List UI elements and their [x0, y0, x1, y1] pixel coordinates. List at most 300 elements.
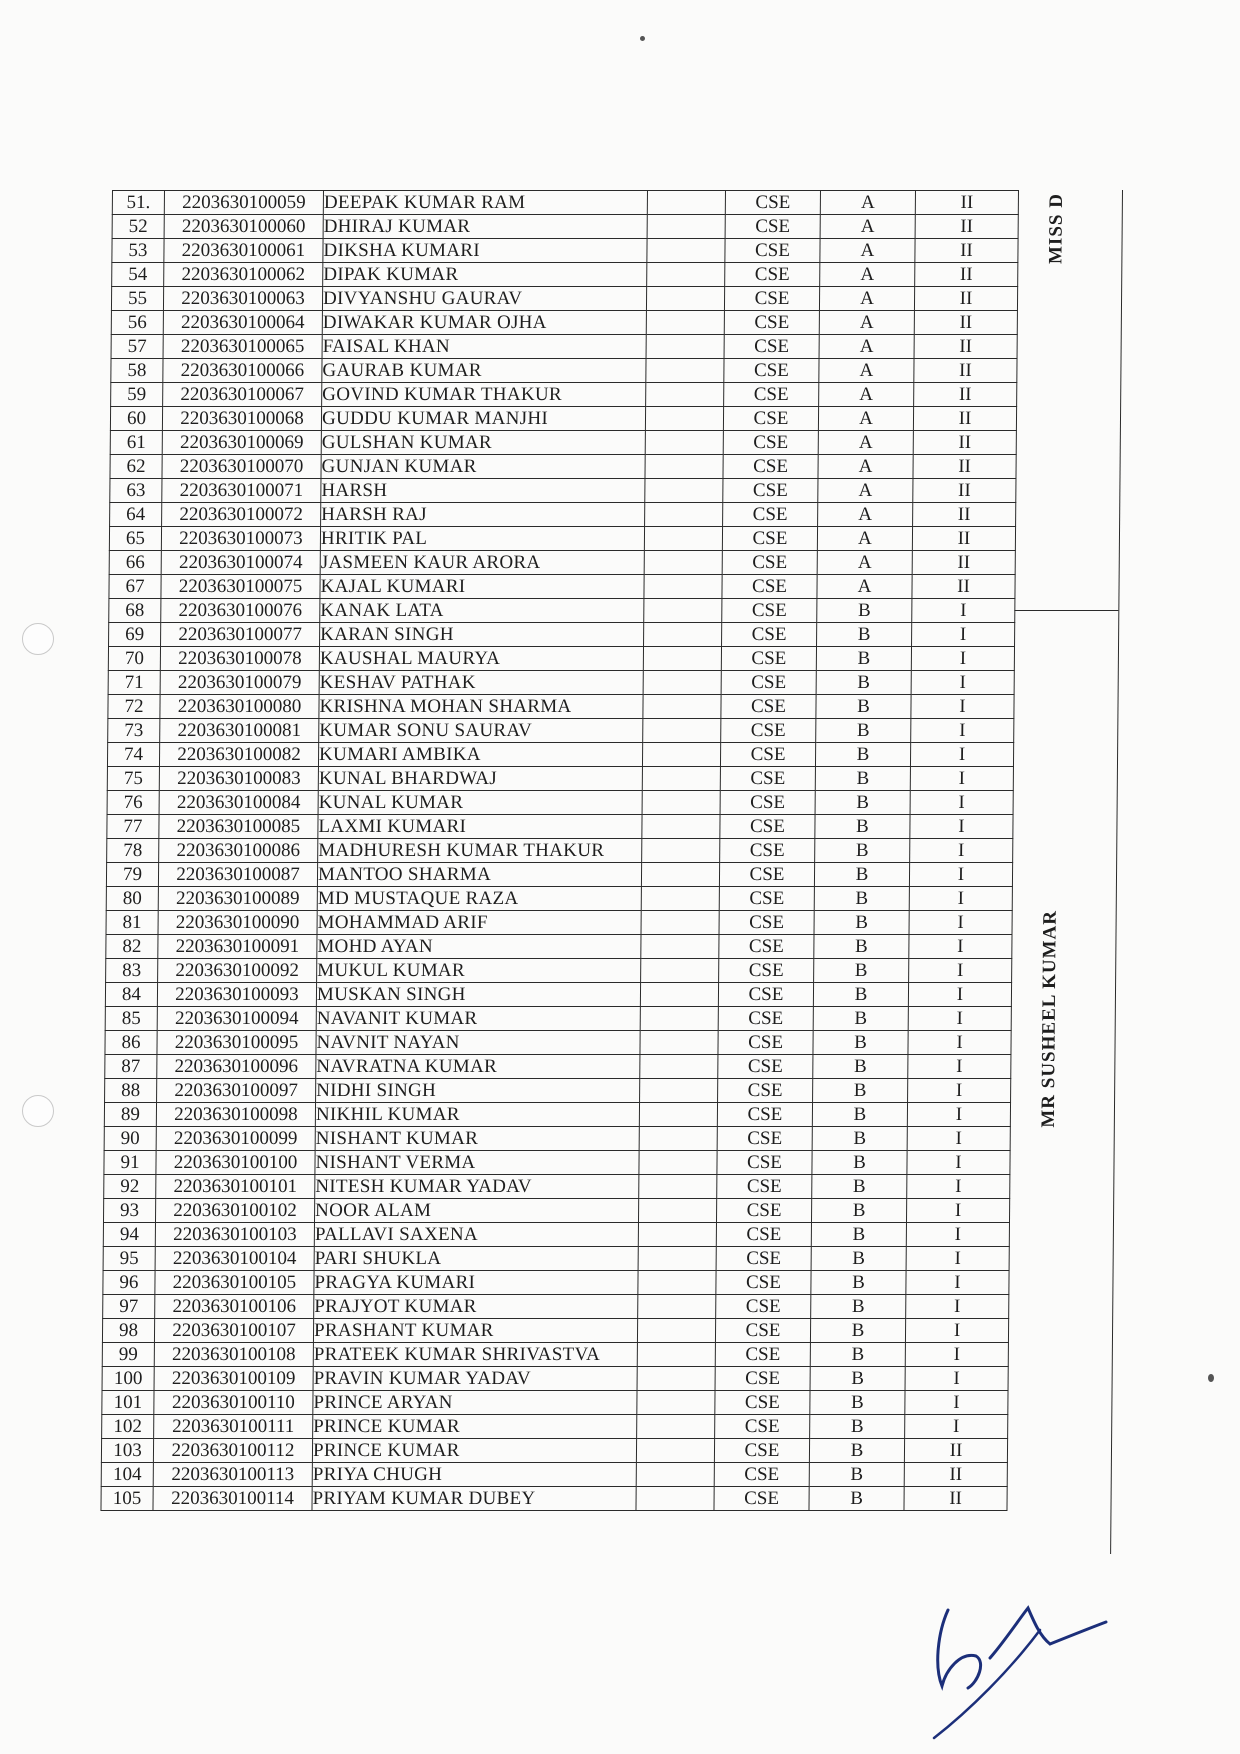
roll-number-cell: 2203630100059 — [164, 191, 323, 215]
group-cell: I — [908, 1007, 1011, 1031]
branch-cell: CSE — [714, 1439, 809, 1463]
group-cell: II — [915, 191, 1018, 215]
branch-cell: CSE — [718, 1079, 813, 1103]
student-name-cell: MUKUL KUMAR — [317, 959, 641, 983]
blank-cell — [645, 407, 723, 431]
group-cell: II — [913, 455, 1016, 479]
branch-cell: CSE — [715, 1367, 810, 1391]
group-cell: II — [913, 431, 1016, 455]
blank-cell — [638, 1247, 716, 1271]
student-name-cell: NAVANIT KUMAR — [316, 1007, 640, 1031]
branch-cell: CSE — [723, 455, 818, 479]
group-cell: I — [906, 1223, 1009, 1247]
roll-number-cell: 2203630100091 — [158, 935, 317, 959]
mentor-name: MISS D — [1045, 193, 1067, 264]
serial-number-cell: 86 — [105, 1031, 157, 1055]
blank-cell — [637, 1367, 715, 1391]
branch-cell: CSE — [720, 815, 815, 839]
blank-cell — [637, 1343, 715, 1367]
blank-cell — [641, 935, 719, 959]
serial-number-cell: 85 — [105, 1007, 157, 1031]
serial-number-cell: 103 — [101, 1439, 153, 1463]
roll-number-cell: 2203630100099 — [156, 1127, 315, 1151]
table-row — [111, 311, 1017, 335]
student-name-cell: DIKSHA KUMARI — [323, 239, 647, 263]
serial-number-cell: 55 — [111, 287, 163, 311]
blank-cell — [643, 671, 721, 695]
mentor-column — [1006, 190, 1123, 1554]
table-row — [106, 959, 1012, 983]
blank-cell — [640, 1079, 718, 1103]
section-cell: B — [811, 1247, 906, 1271]
branch-cell: CSE — [721, 647, 816, 671]
branch-cell: CSE — [723, 407, 818, 431]
scan-speck — [1208, 1374, 1214, 1382]
student-name-cell: PARI SHUKLA — [314, 1247, 638, 1271]
serial-number-cell: 99 — [102, 1343, 154, 1367]
serial-number-cell: 69 — [109, 623, 161, 647]
blank-cell — [638, 1271, 716, 1295]
serial-number-cell: 81 — [106, 911, 158, 935]
blank-cell — [646, 335, 724, 359]
branch-cell: CSE — [715, 1319, 810, 1343]
student-name-cell: PRAGYA KUMARI — [314, 1271, 638, 1295]
serial-number-cell: 88 — [105, 1079, 157, 1103]
section-cell: B — [816, 719, 911, 743]
group-cell: II — [914, 359, 1017, 383]
section-cell: B — [812, 1151, 907, 1175]
roll-number-cell: 2203630100060 — [164, 215, 323, 239]
section-cell: A — [820, 239, 915, 263]
branch-cell: CSE — [715, 1343, 810, 1367]
roll-number-cell: 2203630100067 — [163, 383, 322, 407]
blank-cell — [636, 1439, 714, 1463]
table-row — [103, 1223, 1009, 1247]
table-row — [107, 743, 1013, 767]
student-name-cell: PRINCE KUMAR — [312, 1439, 636, 1463]
group-cell: I — [909, 863, 1012, 887]
branch-cell: CSE — [715, 1415, 810, 1439]
student-roster-table — [100, 190, 1019, 1511]
section-cell: A — [817, 575, 912, 599]
student-name-cell: PALLAVI SAXENA — [314, 1223, 638, 1247]
table-row — [110, 407, 1016, 431]
section-cell: B — [814, 959, 909, 983]
serial-number-cell: 68 — [109, 599, 161, 623]
roll-number-cell: 2203630100094 — [157, 1007, 316, 1031]
table-row — [111, 383, 1017, 407]
table-row — [105, 1031, 1011, 1055]
table-row — [109, 623, 1015, 647]
roll-number-cell: 2203630100068 — [162, 407, 321, 431]
group-cell: I — [911, 695, 1014, 719]
table-row — [109, 551, 1015, 575]
roll-number-cell: 2203630100090 — [158, 911, 317, 935]
serial-number-cell: 82 — [106, 935, 158, 959]
table-row — [101, 1463, 1007, 1487]
branch-cell: CSE — [723, 479, 818, 503]
blank-cell — [645, 503, 723, 527]
student-name-cell: PRAVIN KUMAR YADAV — [313, 1367, 637, 1391]
branch-cell: CSE — [719, 863, 814, 887]
group-cell: II — [915, 239, 1018, 263]
section-cell: A — [819, 359, 914, 383]
group-cell: II — [914, 383, 1017, 407]
branch-cell: CSE — [722, 527, 817, 551]
branch-cell: CSE — [725, 191, 820, 215]
student-name-cell: PRINCE ARYAN — [313, 1391, 637, 1415]
student-name-cell: KUNAL BHARDWAJ — [318, 767, 642, 791]
blank-cell — [645, 479, 723, 503]
serial-number-cell: 91 — [104, 1151, 156, 1175]
serial-number-cell: 96 — [103, 1271, 155, 1295]
branch-cell: CSE — [716, 1295, 811, 1319]
section-cell: B — [815, 743, 910, 767]
roll-number-cell: 2203630100066 — [163, 359, 322, 383]
student-name-cell: HARSH — [321, 479, 645, 503]
section-cell: B — [813, 1007, 908, 1031]
student-name-cell: PRIYA CHUGH — [312, 1463, 636, 1487]
student-name-cell: PRASHANT KUMAR — [313, 1319, 637, 1343]
serial-number-cell: 54 — [112, 263, 164, 287]
student-name-cell: MANTOO SHARMA — [317, 863, 641, 887]
table-row — [104, 1175, 1010, 1199]
student-name-cell: DIWAKAR KUMAR OJHA — [322, 311, 646, 335]
group-cell: I — [910, 839, 1013, 863]
group-cell: I — [911, 719, 1014, 743]
section-cell: B — [810, 1367, 905, 1391]
table-row — [111, 359, 1017, 383]
branch-cell: CSE — [716, 1247, 811, 1271]
serial-number-cell: 53 — [112, 239, 164, 263]
student-name-cell: NITESH KUMAR YADAV — [315, 1175, 639, 1199]
roll-number-cell: 2203630100071 — [162, 479, 321, 503]
roll-number-cell: 2203630100065 — [163, 335, 322, 359]
section-cell: A — [820, 191, 915, 215]
section-cell: B — [811, 1271, 906, 1295]
blank-cell — [646, 287, 724, 311]
branch-cell: CSE — [724, 335, 819, 359]
branch-cell: CSE — [720, 743, 815, 767]
serial-number-cell: 90 — [104, 1127, 156, 1151]
serial-number-cell: 76 — [107, 791, 159, 815]
table-row — [109, 575, 1015, 599]
roll-number-cell: 2203630100092 — [158, 959, 317, 983]
branch-cell: CSE — [717, 1127, 812, 1151]
serial-number-cell: 52 — [112, 215, 164, 239]
branch-cell: CSE — [724, 383, 819, 407]
section-cell: B — [811, 1199, 906, 1223]
group-cell: I — [906, 1271, 1009, 1295]
roll-number-cell: 2203630100087 — [158, 863, 317, 887]
group-cell: I — [905, 1367, 1008, 1391]
blank-cell — [640, 983, 718, 1007]
section-cell: A — [818, 407, 913, 431]
section-cell: B — [810, 1319, 905, 1343]
group-cell: I — [909, 959, 1012, 983]
student-name-cell: PRAJYOT KUMAR — [314, 1295, 638, 1319]
serial-number-cell: 63 — [110, 479, 162, 503]
serial-number-cell: 84 — [105, 983, 157, 1007]
branch-cell: CSE — [722, 575, 817, 599]
serial-number-cell: 60 — [110, 407, 162, 431]
serial-number-cell: 92 — [104, 1175, 156, 1199]
student-name-cell: KRISHNA MOHAN SHARMA — [319, 695, 643, 719]
group-cell: II — [904, 1463, 1007, 1487]
scan-speck — [640, 36, 645, 41]
table-row — [102, 1319, 1008, 1343]
student-name-cell: KARAN SINGH — [320, 623, 644, 647]
student-name-cell: PRINCE KUMAR — [313, 1415, 637, 1439]
serial-number-cell: 79 — [106, 863, 158, 887]
group-cell: I — [910, 743, 1013, 767]
blank-cell — [641, 887, 719, 911]
section-cell: A — [818, 455, 913, 479]
section-cell: B — [815, 839, 910, 863]
roll-number-cell: 2203630100070 — [162, 455, 321, 479]
table-row — [106, 863, 1012, 887]
roll-number-cell: 2203630100083 — [159, 767, 318, 791]
serial-number-cell: 64 — [110, 503, 162, 527]
roll-number-cell: 2203630100102 — [155, 1199, 314, 1223]
group-cell: II — [904, 1439, 1007, 1463]
branch-cell: CSE — [721, 695, 816, 719]
student-name-cell: NISHANT KUMAR — [315, 1127, 639, 1151]
branch-cell: CSE — [716, 1199, 811, 1223]
section-cell: B — [814, 935, 909, 959]
student-name-cell: KUMAR SONU SAURAV — [319, 719, 643, 743]
section-cell: B — [817, 599, 912, 623]
serial-number-cell: 87 — [105, 1055, 157, 1079]
section-cell: B — [814, 911, 909, 935]
student-name-cell: FAISAL KHAN — [322, 335, 646, 359]
student-name-cell: GULSHAN KUMAR — [321, 431, 645, 455]
serial-number-cell: 56 — [111, 311, 163, 335]
table-row — [106, 911, 1012, 935]
student-name-cell: KESHAV PATHAK — [319, 671, 643, 695]
section-cell: B — [817, 623, 912, 647]
table-row — [101, 1487, 1007, 1511]
student-name-cell: PRIYAM KUMAR DUBEY — [312, 1487, 636, 1511]
blank-cell — [644, 599, 722, 623]
blank-cell — [641, 863, 719, 887]
mentor-block — [1006, 610, 1118, 1554]
group-cell: I — [907, 1151, 1010, 1175]
section-cell: A — [818, 503, 913, 527]
roll-number-cell: 2203630100074 — [161, 551, 320, 575]
branch-cell: CSE — [720, 791, 815, 815]
blank-cell — [646, 359, 724, 383]
student-name-cell: NIDHI SINGH — [316, 1079, 640, 1103]
section-cell: B — [811, 1295, 906, 1319]
section-cell: A — [820, 263, 915, 287]
blank-cell — [642, 839, 720, 863]
table-row — [103, 1271, 1009, 1295]
roll-number-cell: 2203630100098 — [156, 1103, 315, 1127]
student-name-cell: MUSKAN SINGH — [316, 983, 640, 1007]
section-cell: A — [817, 527, 912, 551]
blank-cell — [647, 239, 725, 263]
table-row — [103, 1247, 1009, 1271]
blank-cell — [637, 1391, 715, 1415]
serial-number-cell: 83 — [106, 959, 158, 983]
roll-number-cell: 2203630100062 — [164, 263, 323, 287]
student-name-cell: PRATEEK KUMAR SHRIVASTVA — [313, 1343, 637, 1367]
branch-cell: CSE — [725, 239, 820, 263]
table-row — [103, 1295, 1009, 1319]
student-name-cell: NIKHIL KUMAR — [315, 1103, 639, 1127]
blank-cell — [640, 1055, 718, 1079]
branch-cell: CSE — [718, 1031, 813, 1055]
roll-number-cell: 2203630100078 — [160, 647, 319, 671]
branch-cell: CSE — [718, 983, 813, 1007]
serial-number-cell: 105 — [101, 1487, 153, 1511]
section-cell: B — [813, 983, 908, 1007]
group-cell: II — [914, 287, 1017, 311]
student-roster-sheet — [100, 190, 1067, 1554]
serial-number-cell: 93 — [103, 1199, 155, 1223]
branch-cell: CSE — [722, 599, 817, 623]
student-name-cell: DIVYANSHU GAURAV — [322, 287, 646, 311]
branch-cell: CSE — [716, 1271, 811, 1295]
blank-cell — [644, 575, 722, 599]
roll-number-cell: 2203630100113 — [153, 1463, 312, 1487]
roll-number-cell: 2203630100103 — [155, 1223, 314, 1247]
blank-cell — [639, 1127, 717, 1151]
branch-cell: CSE — [724, 359, 819, 383]
serial-number-cell: 104 — [101, 1463, 153, 1487]
blank-cell — [640, 1007, 718, 1031]
group-cell: II — [915, 263, 1018, 287]
group-cell: I — [905, 1319, 1008, 1343]
roll-number-cell: 2203630100080 — [160, 695, 319, 719]
section-cell: B — [816, 647, 911, 671]
punch-hole — [22, 623, 54, 655]
student-name-cell: NAVRATNA KUMAR — [316, 1055, 640, 1079]
section-cell: B — [810, 1391, 905, 1415]
roll-number-cell: 2203630100112 — [153, 1439, 312, 1463]
student-name-cell: HRITIK PAL — [320, 527, 644, 551]
roll-number-cell: 2203630100075 — [161, 575, 320, 599]
table-row — [106, 887, 1012, 911]
section-cell: A — [819, 383, 914, 407]
student-name-cell: GOVIND KUMAR THAKUR — [322, 383, 646, 407]
branch-cell: CSE — [714, 1487, 809, 1511]
table-row — [104, 1127, 1010, 1151]
student-name-cell: MOHD AYAN — [317, 935, 641, 959]
table-row — [112, 263, 1018, 287]
serial-number-cell: 72 — [108, 695, 160, 719]
table-row — [103, 1199, 1009, 1223]
roster-body — [101, 191, 1019, 1511]
blank-cell — [642, 791, 720, 815]
section-cell: B — [811, 1223, 906, 1247]
roll-number-cell: 2203630100079 — [160, 671, 319, 695]
roll-number-cell: 2203630100073 — [161, 527, 320, 551]
serial-number-cell: 95 — [103, 1247, 155, 1271]
serial-number-cell: 102 — [102, 1415, 154, 1439]
section-cell: B — [815, 767, 910, 791]
blank-cell — [647, 215, 725, 239]
student-name-cell: MD MUSTAQUE RAZA — [317, 887, 641, 911]
blank-cell — [639, 1103, 717, 1127]
group-cell: I — [905, 1415, 1008, 1439]
roll-number-cell: 2203630100082 — [159, 743, 318, 767]
student-name-cell: DIPAK KUMAR — [323, 263, 647, 287]
section-cell: A — [818, 479, 913, 503]
section-cell: B — [814, 863, 909, 887]
group-cell: I — [912, 623, 1015, 647]
table-row — [105, 1007, 1011, 1031]
roll-number-cell: 2203630100089 — [158, 887, 317, 911]
serial-number-cell: 98 — [102, 1319, 154, 1343]
table-row — [108, 695, 1014, 719]
group-cell: I — [911, 671, 1014, 695]
section-cell: B — [816, 671, 911, 695]
table-row — [109, 599, 1015, 623]
group-cell: II — [915, 215, 1018, 239]
table-row — [110, 455, 1016, 479]
group-cell: II — [913, 503, 1016, 527]
punch-hole — [22, 1095, 54, 1127]
blank-cell — [637, 1415, 715, 1439]
serial-number-cell: 67 — [109, 575, 161, 599]
group-cell: I — [908, 1031, 1011, 1055]
branch-cell: CSE — [725, 215, 820, 239]
section-cell: B — [813, 1055, 908, 1079]
table-row — [107, 791, 1013, 815]
blank-cell — [647, 191, 725, 215]
group-cell: I — [909, 887, 1012, 911]
table-row — [112, 215, 1018, 239]
roll-number-cell: 2203630100105 — [155, 1271, 314, 1295]
branch-cell: CSE — [719, 887, 814, 911]
group-cell: II — [914, 311, 1017, 335]
branch-cell: CSE — [718, 1007, 813, 1031]
group-cell: I — [907, 1103, 1010, 1127]
serial-number-cell: 71 — [108, 671, 160, 695]
table-row — [105, 1079, 1011, 1103]
serial-number-cell: 73 — [108, 719, 160, 743]
student-name-cell: KAUSHAL MAURYA — [319, 647, 643, 671]
serial-number-cell: 74 — [107, 743, 159, 767]
serial-number-cell: 62 — [110, 455, 162, 479]
table-row — [110, 479, 1016, 503]
table-row — [104, 1103, 1010, 1127]
roll-number-cell: 2203630100095 — [157, 1031, 316, 1055]
blank-cell — [641, 911, 719, 935]
table-row — [109, 527, 1015, 551]
student-name-cell: NISHANT VERMA — [315, 1151, 639, 1175]
serial-number-cell: 70 — [108, 647, 160, 671]
section-cell: B — [812, 1127, 907, 1151]
serial-number-cell: 59 — [111, 383, 163, 407]
group-cell: I — [907, 1127, 1010, 1151]
section-cell: B — [810, 1415, 905, 1439]
blank-cell — [637, 1319, 715, 1343]
student-name-cell: MADHURESH KUMAR THAKUR — [318, 839, 642, 863]
branch-cell: CSE — [719, 911, 814, 935]
student-name-cell: KAJAL KUMARI — [320, 575, 644, 599]
group-cell: II — [904, 1487, 1007, 1511]
section-cell: B — [815, 791, 910, 815]
roll-number-cell: 2203630100093 — [157, 983, 316, 1007]
section-cell: B — [815, 815, 910, 839]
roll-number-cell: 2203630100108 — [154, 1343, 313, 1367]
mentor-name: MR SUSHEEL KUMAR — [1037, 910, 1061, 1128]
serial-number-cell: 80 — [106, 887, 158, 911]
group-cell: I — [910, 791, 1013, 815]
